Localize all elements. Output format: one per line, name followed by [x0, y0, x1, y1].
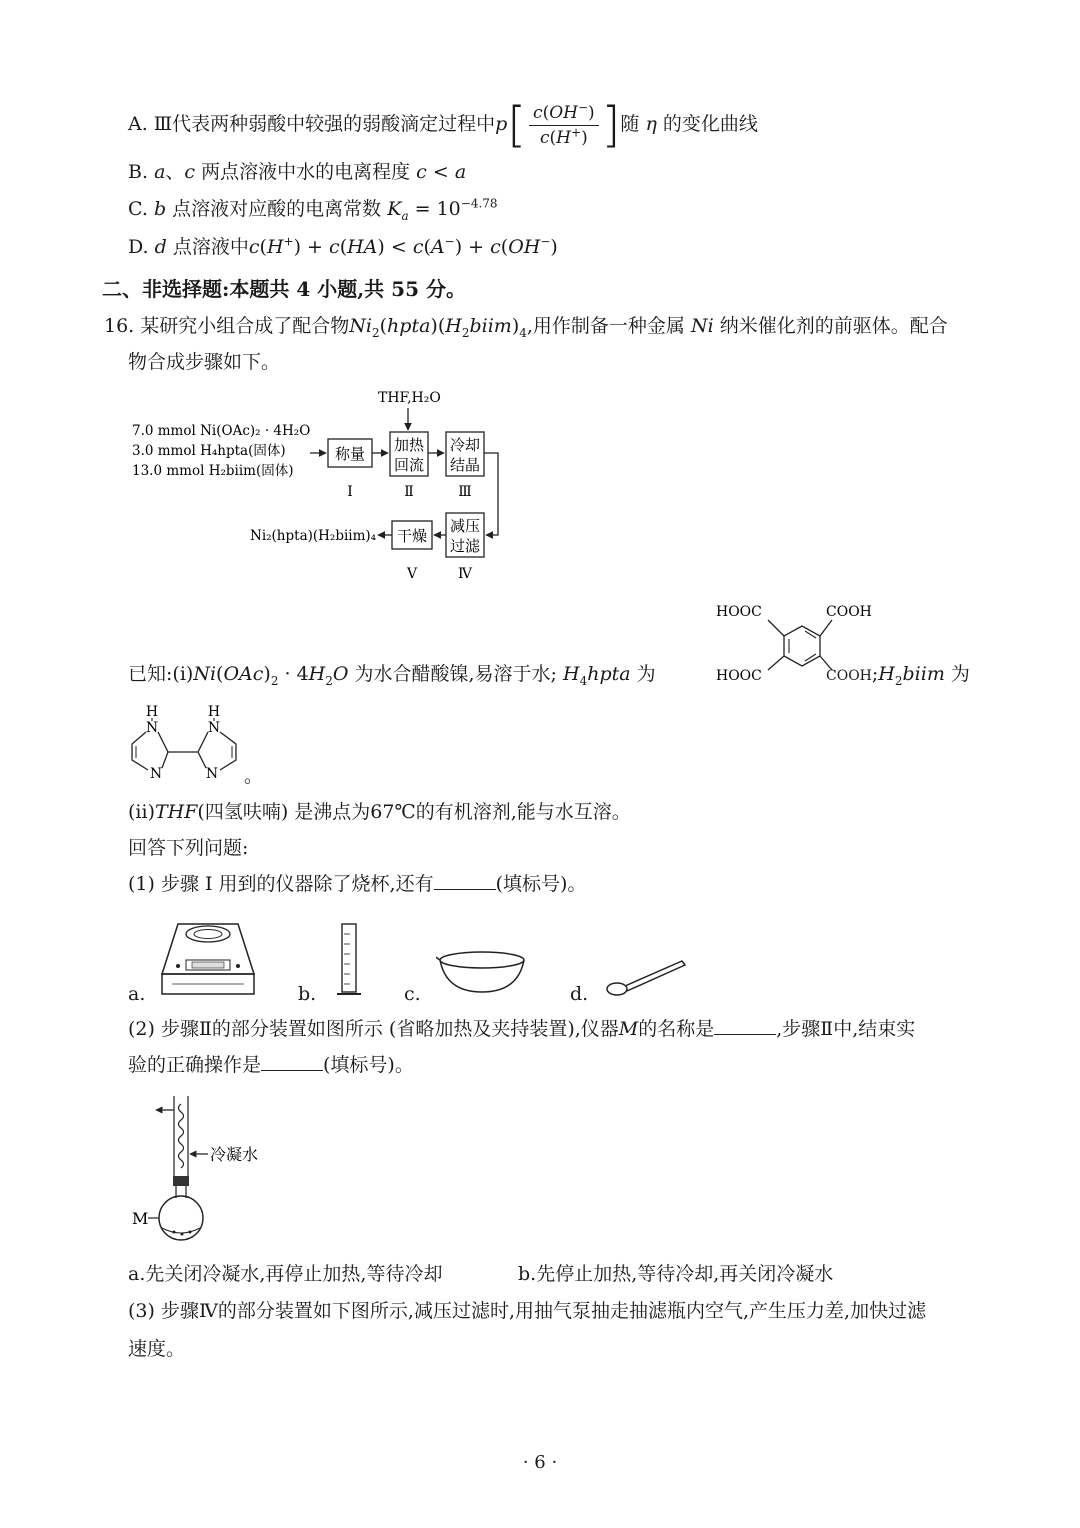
svg-text:N: N [145, 720, 159, 736]
svg-text:H: H [145, 704, 159, 720]
reflux-apparatus [130, 1090, 290, 1250]
flow-reagent-3: 13.0 mmol H₂biim(固体) [132, 463, 294, 479]
flow-num-5: Ⅴ [406, 566, 418, 582]
option-b: B. a、c 两点溶液中水的电离程度 c < a [128, 161, 467, 183]
option-c: C. b 点溶液对应酸的电离常数 $K_a = 10^{-4.78}$ [128, 196, 498, 223]
flow-step-4b: 过滤 [449, 537, 481, 555]
instrument-spoon [604, 955, 690, 1001]
svg-text:N: N [149, 766, 163, 782]
flow-step-1: 称量 [334, 445, 366, 463]
part-1: (1) 步骤 Ⅰ 用到的仪器除了烧杯,还有 (填标号)。 [128, 873, 587, 895]
flow-step-4a: 减压 [449, 517, 481, 535]
answer-blank-3[interactable] [261, 1052, 323, 1071]
flow-num-3: Ⅲ [458, 484, 472, 500]
fraction: $\frac{c(OH^-)}{c(H^+)}$ [529, 101, 599, 150]
instrument-graduated-cylinder [334, 920, 364, 1002]
section-heading: 二、非选择题:本题共 4 小题,共 55 分。 [102, 277, 466, 301]
condenser-water-label: 冷凝水 [210, 1145, 259, 1164]
part-3-line1: (3) 步骤Ⅳ的部分装置如下图所示,减压过滤时,用抽气泵抽走抽滤瓶内空气,产生压力差,加快过滤 [128, 1300, 927, 1322]
option-d: D. d 点溶液中c(H+) + c(HA) < c(A−) + c(OH−) [128, 234, 558, 258]
instrument-balance [158, 910, 258, 1002]
option-a: A. Ⅲ代表两种弱酸中较强的弱酸滴定过程中p[ $\frac{c(OH^-)}{c(H^+)}$ ]随 η 的变化曲线 [128, 97, 758, 153]
part-2-line1: (2) 步骤Ⅱ的部分装置如图所示 (省略加热及夹持装置),仪器M的名称是 ,步骤Ⅱ中,结束实 [128, 1018, 916, 1040]
known-i-line: 已知$:(ⅰ)Ni(OAc)_2 \cdot 4H_2O$ 为水合醋酸镍,易溶于水; $H_4hpta$ 为 [128, 663, 656, 688]
flow-solvent: THF,H₂O [378, 390, 441, 406]
hooc-label-bottom: HOOC [716, 668, 762, 684]
flow-step-5: 干燥 [396, 527, 428, 545]
option-b-text-2: b.先停止加热,等待冷却,再关闭冷凝水 [518, 1263, 834, 1285]
known-i-tail: $COOH;H_2biim$ 为 [826, 663, 970, 688]
part-2-line2: 验的正确操作是 (填标号)。 [128, 1054, 414, 1076]
flow-step-3a: 冷却 [449, 436, 481, 454]
svg-text:H: H [207, 704, 221, 720]
hooc-label-top: HOOC [716, 604, 762, 620]
flow-reagent-2: 3.0 mmol H₄hpta(固体) [132, 443, 286, 459]
flow-step-2a: 加热 [393, 436, 425, 454]
known-ii-line: (ii)THF(四氢呋喃) 是沸点为67℃的有机溶剂,能与水互溶。 [128, 801, 631, 823]
flow-step-3b: 结晶 [449, 456, 481, 474]
answer-blank-1[interactable] [434, 871, 496, 890]
flow-reagent-1: 7.0 mmol Ni(OAc)₂ · 4H₂O [132, 423, 311, 439]
flow-num-2: Ⅱ [404, 484, 414, 500]
synthesis-flowchart [130, 380, 530, 590]
flow-num-4: Ⅳ [458, 566, 472, 582]
page-number: · 6 · [522, 1452, 558, 1473]
instrument-d-label: d. [570, 983, 589, 1005]
part-3-line2: 速度。 [128, 1338, 186, 1360]
flow-step-2b: 回流 [393, 456, 425, 474]
flow-product: Ni₂(hpta)(H₂biim)₄ [250, 528, 377, 544]
svg-text:N: N [205, 766, 219, 782]
instrument-evaporating-dish [436, 948, 528, 998]
instrument-b-label: b. [298, 983, 317, 1005]
answer-blank-2[interactable] [714, 1016, 776, 1035]
question-16-line1: 16. 某研究小组合成了配合物$Ni_2(hpta)(H_2biim)_4$,用作制备一种金属 Ni 纳米催化剂的前驱体。配合 [104, 315, 948, 340]
question-16-line2: 物合成步骤如下。 [128, 351, 281, 373]
option-a-text: A. Ⅲ代表两种弱酸中较强的弱酸滴定过程中 [128, 113, 496, 135]
option-a-text-2: a.先关闭冷凝水,再停止加热,等待冷却 [128, 1263, 443, 1285]
flow-num-1: Ⅰ [347, 484, 353, 500]
cooh-label-bottom: COOH [826, 668, 872, 684]
answer-prompt: 回答下列问题: [128, 837, 249, 859]
known-i-period: 。 [244, 765, 264, 787]
cooh-label-top: COOH [826, 604, 872, 620]
instrument-c-label: c. [404, 983, 421, 1005]
instrument-a-label: a. [128, 983, 146, 1005]
m-label: M [132, 1209, 149, 1228]
svg-text:N: N [207, 720, 221, 736]
